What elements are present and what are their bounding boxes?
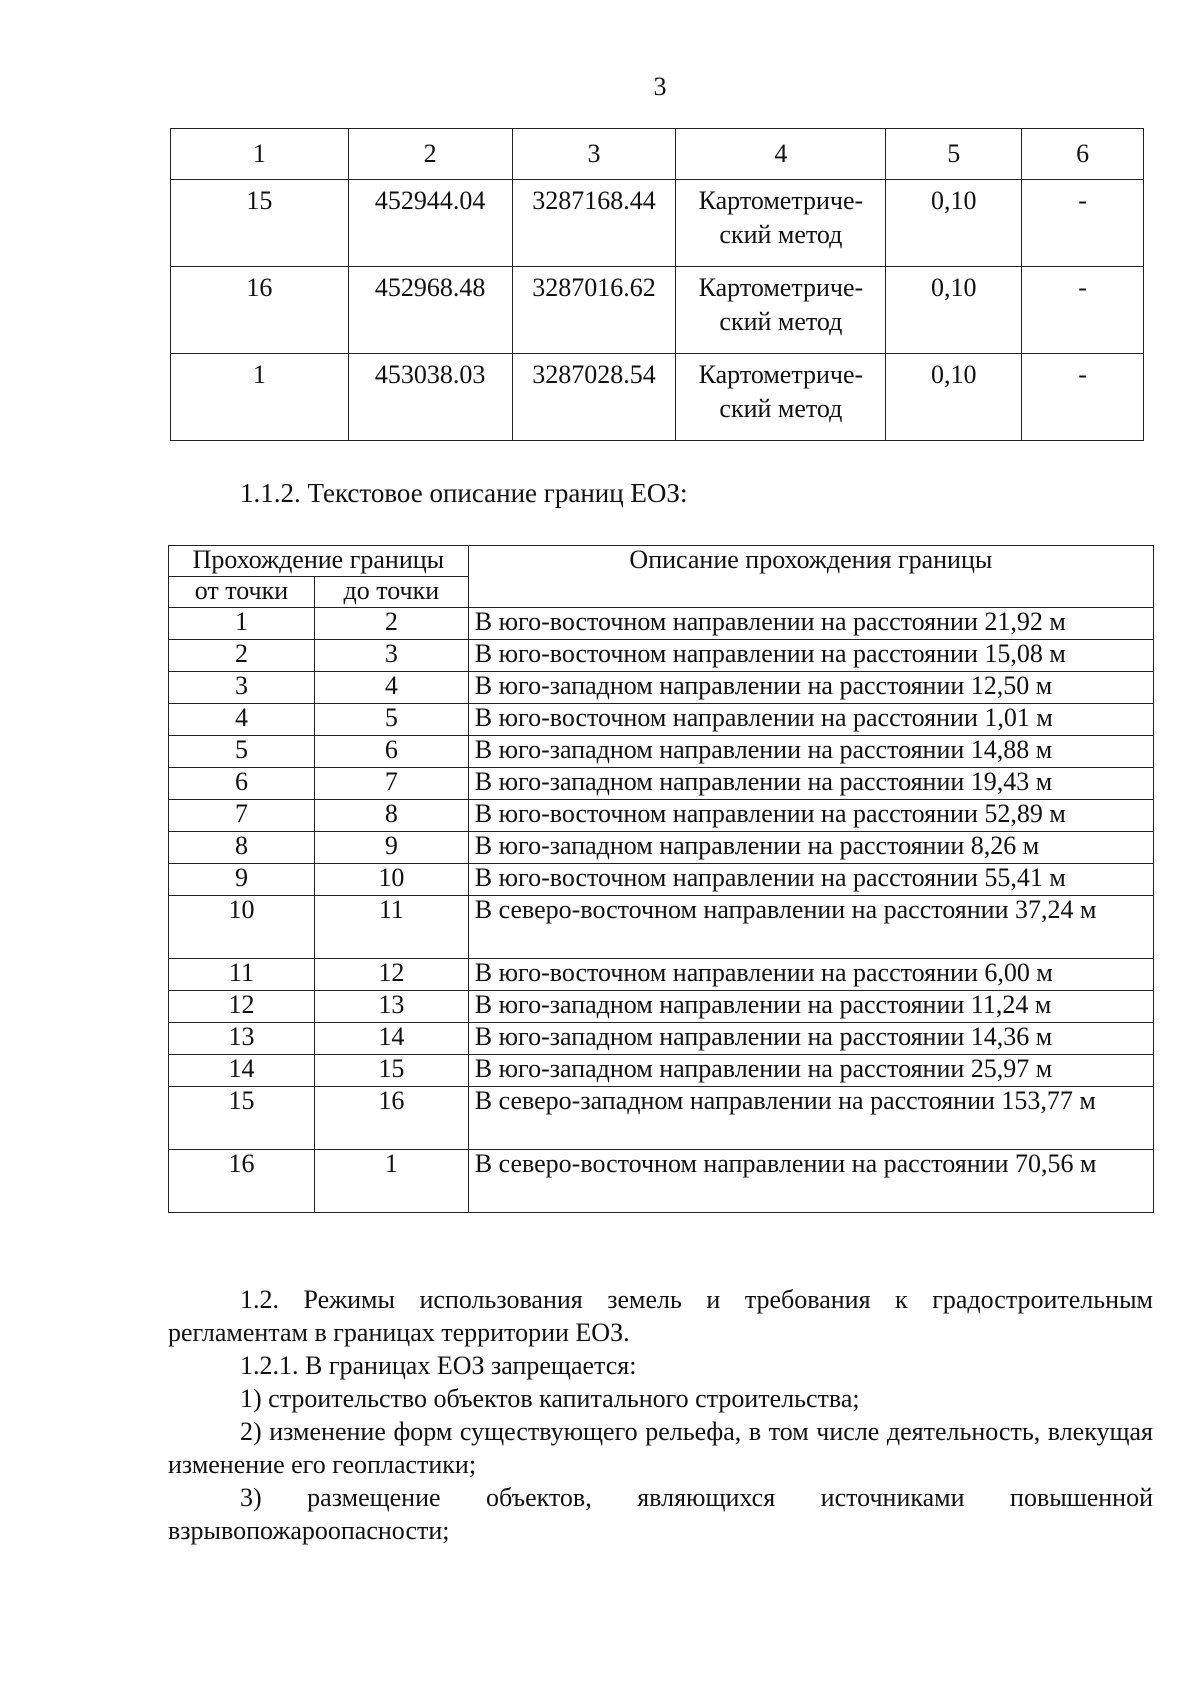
point-number: 16 — [171, 267, 349, 354]
accuracy: 0,10 — [886, 354, 1022, 441]
to-header: до точки — [314, 577, 468, 608]
paragraph: 1.2.1. В границах ЕОЗ запрещается: — [240, 1351, 637, 1380]
border-description: В юго-западном направлении на расстоянии 12,50 м — [468, 672, 1153, 704]
to-point: 1 — [314, 1150, 468, 1213]
table-row — [169, 1023, 1154, 1055]
note: - — [1022, 354, 1144, 441]
accuracy: 0,10 — [886, 267, 1022, 354]
table-row — [169, 736, 1154, 768]
border-table-header — [169, 546, 1154, 577]
column-header: 6 — [1022, 129, 1144, 180]
paragraph: 3) размещение объектов, являющихся источниками повышенной взрывопожароопасности; — [168, 1483, 1153, 1545]
x-coordinate: 453038.03 — [348, 354, 512, 441]
to-point: 10 — [314, 864, 468, 896]
border-description: В юго-западном направлении на расстоянии 25,97 м — [468, 1055, 1153, 1087]
from-point: 1 — [169, 608, 315, 640]
from-point: 2 — [169, 640, 315, 672]
y-coordinate: 3287168.44 — [512, 180, 676, 267]
to-point: 4 — [314, 672, 468, 704]
to-point: 3 — [314, 640, 468, 672]
table-row — [169, 1087, 1154, 1150]
paragraph: 1.2. Режимы использования земель и требования к градостроительным регламентам в границах территории ЕОЗ. — [168, 1285, 1153, 1347]
to-point: 7 — [314, 768, 468, 800]
x-coordinate: 452944.04 — [348, 180, 512, 267]
table-row — [169, 672, 1154, 704]
table-row — [169, 704, 1154, 736]
from-point: 7 — [169, 800, 315, 832]
body-text — [168, 1283, 1153, 1547]
to-point: 13 — [314, 991, 468, 1023]
border-description: В северо-восточном направлении на расстоянии 37,24 м — [468, 896, 1153, 959]
note: - — [1022, 267, 1144, 354]
from-point: 12 — [169, 991, 315, 1023]
table-row — [171, 267, 1144, 354]
table-row — [171, 180, 1144, 267]
accuracy: 0,10 — [886, 180, 1022, 267]
table-row — [169, 1055, 1154, 1087]
table-row — [169, 800, 1154, 832]
table-row — [169, 864, 1154, 896]
from-point: 11 — [169, 959, 315, 991]
border-description: В юго-восточном направлении на расстоянии 15,08 м — [468, 640, 1153, 672]
y-coordinate: 3287016.62 — [512, 267, 676, 354]
border-description: В юго-восточном направлении на расстоянии 6,00 м — [468, 959, 1153, 991]
section-title: 1.1.2. Текстовое описание границ ЕОЗ: — [240, 478, 688, 508]
column-header: 3 — [512, 129, 676, 180]
point-number: 15 — [171, 180, 349, 267]
from-point: 5 — [169, 736, 315, 768]
border-description: В юго-западном направлении на расстоянии 14,36 м — [468, 1023, 1153, 1055]
note: - — [1022, 180, 1144, 267]
to-point: 9 — [314, 832, 468, 864]
paragraph: 1) строительство объектов капитального строительства; — [240, 1384, 860, 1413]
to-point: 6 — [314, 736, 468, 768]
table-row — [169, 959, 1154, 991]
border-description: В юго-восточном направлении на расстоянии 55,41 м — [468, 864, 1153, 896]
table-row — [169, 768, 1154, 800]
from-point: 13 — [169, 1023, 315, 1055]
column-header: 5 — [886, 129, 1022, 180]
from-point: 9 — [169, 864, 315, 896]
column-header: 2 — [348, 129, 512, 180]
border-description: В юго-западном направлении на расстоянии 14,88 м — [468, 736, 1153, 768]
table-row — [169, 1150, 1154, 1213]
from-point: 3 — [169, 672, 315, 704]
border-description: В северо-западном направлении на расстоянии 153,77 м — [468, 1087, 1153, 1150]
x-coordinate: 452968.48 — [348, 267, 512, 354]
border-description: В юго-западном направлении на расстоянии 11,24 м — [468, 991, 1153, 1023]
column-header: 4 — [676, 129, 886, 180]
border-description: В юго-восточном направлении на расстоянии 1,01 м — [468, 704, 1153, 736]
table-row — [171, 354, 1144, 441]
to-point: 5 — [314, 704, 468, 736]
from-point: 10 — [169, 896, 315, 959]
to-point: 2 — [314, 608, 468, 640]
from-point: 6 — [169, 768, 315, 800]
border-description: В юго-западном направлении на расстоянии 8,26 м — [468, 832, 1153, 864]
group-header: Прохождение границы — [169, 546, 469, 577]
to-point: 15 — [314, 1055, 468, 1087]
border-description: В юго-восточном направлении на расстоянии 21,92 м — [468, 608, 1153, 640]
table-row — [169, 896, 1154, 959]
border-description: В юго-западном направлении на расстоянии 19,43 м — [468, 768, 1153, 800]
table-row — [169, 991, 1154, 1023]
to-point: 11 — [314, 896, 468, 959]
to-point: 8 — [314, 800, 468, 832]
coordinate-table — [170, 128, 1144, 441]
border-description: В юго-восточном направлении на расстоянии 52,89 м — [468, 800, 1153, 832]
from-point: 8 — [169, 832, 315, 864]
y-coordinate: 3287028.54 — [512, 354, 676, 441]
from-point: 15 — [169, 1087, 315, 1150]
table-row — [169, 832, 1154, 864]
column-header: 1 — [171, 129, 349, 180]
method: Картометриче-ский метод — [676, 354, 886, 441]
from-point: 4 — [169, 704, 315, 736]
from-header: от точки — [169, 577, 315, 608]
paragraph: 2) изменение форм существующего рельефа, в том числе деятельность, влекущая изменение его геопластики; — [168, 1417, 1153, 1479]
table-row — [169, 640, 1154, 672]
to-point: 16 — [314, 1087, 468, 1150]
description-header: Описание прохождения границы — [468, 546, 1153, 608]
to-point: 12 — [314, 959, 468, 991]
method: Картометриче-ский метод — [676, 180, 886, 267]
coordinate-table-header — [171, 129, 1144, 180]
border-description: В северо-восточном направлении на расстоянии 70,56 м — [468, 1150, 1153, 1213]
table-row — [169, 608, 1154, 640]
border-description-table — [168, 545, 1154, 1213]
from-point: 16 — [169, 1150, 315, 1213]
page-number: 3 — [653, 72, 667, 101]
point-number: 1 — [171, 354, 349, 441]
from-point: 14 — [169, 1055, 315, 1087]
to-point: 14 — [314, 1023, 468, 1055]
method: Картометриче-ский метод — [676, 267, 886, 354]
